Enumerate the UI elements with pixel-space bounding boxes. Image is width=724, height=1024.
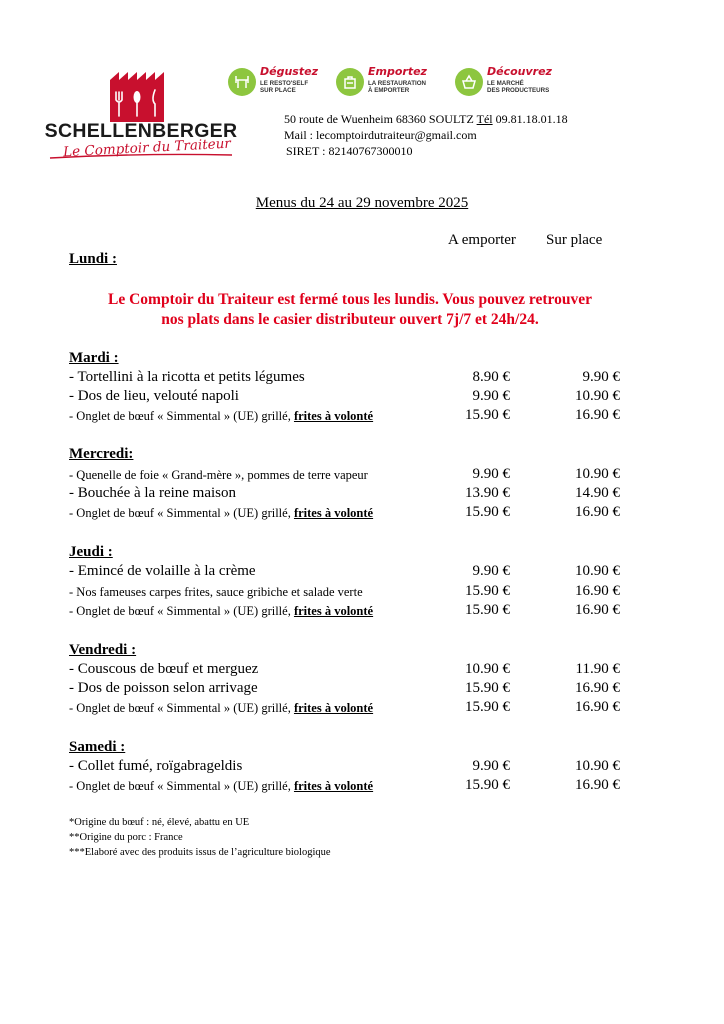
contact-tel-label: Tél (476, 112, 493, 126)
price-takeaway: 8.90 € (472, 369, 510, 385)
dish-name: - Emincé de volaille à la crème (69, 563, 256, 579)
brand-name: SCHELLENBERGER (44, 120, 238, 142)
contact-siret: SIRET : 82140767300010 (286, 144, 413, 158)
contact-mail: Mail : lecomptoirdutraiteur@gmail.com (284, 128, 477, 142)
table-icon (228, 68, 256, 96)
price-onsite: 16.90 € (575, 680, 620, 696)
closed-notice-line: Le Comptoir du Traiteur est fermé tous les lundis. Vous pouvez retrouver (108, 291, 592, 308)
service-line: LE RESTO'SELF (260, 80, 309, 87)
price-takeaway: 15.90 € (465, 680, 510, 696)
dish-name: - Tortellini à la ricotta et petits légumes (69, 369, 305, 385)
price-onsite: 16.90 € (575, 583, 620, 599)
brand-tagline: Le Comptoir du Traiteur (62, 135, 232, 161)
price-takeaway: 15.90 € (465, 602, 510, 618)
dish-row (69, 701, 373, 716)
closed-notice-line: nos plats dans le casier distributeur ouvert 7j/7 et 24h/24. (161, 311, 539, 328)
service-line: DES PRODUCTEURS (487, 87, 550, 94)
dish-highlight: frites à volonté (293, 506, 374, 520)
dish-name: - Bouchée à la reine maison (69, 485, 237, 501)
dish-name: - Onglet de bœuf « Simmental » (UE) grillé, (69, 506, 294, 520)
service-line: SUR PLACE (260, 87, 296, 94)
dish-row (69, 506, 373, 521)
menu-title: Menus du 24 au 29 novembre 2025 (255, 195, 469, 211)
dish-highlight: frites à volonté (293, 779, 374, 793)
price-takeaway: 15.90 € (465, 777, 510, 793)
service-title: Dégustez (260, 65, 318, 78)
price-onsite: 16.90 € (575, 407, 620, 423)
day-heading: Mercredi: (69, 446, 134, 462)
basket-icon (455, 68, 483, 96)
dish-name: - Dos de lieu, velouté napoli (69, 388, 239, 404)
price-takeaway: 9.90 € (472, 758, 510, 774)
contact-address-line (284, 112, 568, 127)
price-takeaway: 10.90 € (465, 661, 510, 677)
price-onsite: 16.90 € (575, 777, 620, 793)
logo-icon (108, 70, 166, 122)
day-heading-lundi: Lundi : (69, 251, 117, 267)
footnote: *Origine du bœuf : né, élevé, abattu en UE (69, 817, 250, 828)
dish-name: - Nos fameuses carpes frites, sauce gribiche et salade verte (69, 585, 363, 599)
dish-name: - Onglet de bœuf « Simmental » (UE) grillé, (69, 701, 294, 715)
service-line: LE MARCHÉ (487, 80, 524, 87)
dish-name: - Collet fumé, roïgabrageldis (69, 758, 243, 774)
day-heading: Jeudi : (69, 544, 113, 560)
service-line: LA RESTAURATION (368, 80, 426, 87)
day-heading: Vendredi : (69, 642, 137, 658)
price-takeaway: 13.90 € (465, 485, 510, 501)
dish-name: - Onglet de bœuf « Simmental » (UE) grillé, (69, 779, 294, 793)
price-takeaway: 9.90 € (472, 388, 510, 404)
dish-name: - Onglet de bœuf « Simmental » (UE) grillé, (69, 409, 294, 423)
price-onsite: 16.90 € (575, 699, 620, 715)
price-onsite: 11.90 € (575, 661, 620, 677)
service-title: Découvrez (487, 65, 552, 78)
price-takeaway: 15.90 € (465, 699, 510, 715)
contact-address: 50 route de Wuenheim 68360 SOULTZ (284, 112, 477, 126)
dish-name: - Dos de poisson selon arrivage (69, 680, 258, 696)
price-takeaway: 9.90 € (472, 563, 510, 579)
service-line: À EMPORTER (368, 87, 410, 94)
takeaway-icon (336, 68, 364, 96)
price-takeaway: 15.90 € (465, 407, 510, 423)
price-takeaway: 15.90 € (465, 504, 510, 520)
day-heading: Mardi : (69, 350, 119, 366)
column-header-onsite: Sur place (546, 232, 603, 248)
price-onsite: 10.90 € (575, 466, 620, 482)
dish-row (69, 604, 373, 619)
price-takeaway: 9.90 € (472, 466, 510, 482)
price-onsite: 9.90 € (582, 369, 620, 385)
price-onsite: 16.90 € (575, 602, 620, 618)
price-onsite: 10.90 € (575, 563, 620, 579)
service-title: Emportez (368, 65, 427, 78)
closed-notice (0, 290, 700, 330)
dish-name: - Onglet de bœuf « Simmental » (UE) grillé, (69, 604, 294, 618)
price-onsite: 10.90 € (575, 758, 620, 774)
tagline-swoosh (46, 152, 236, 160)
footnote: **Origine du porc : France (69, 832, 183, 843)
dish-row (69, 779, 373, 794)
dish-highlight: frites à volonté (293, 701, 374, 715)
price-onsite: 14.90 € (575, 485, 620, 501)
footnote: ***Elaboré avec des produits issus de l’agriculture biologique (69, 847, 331, 858)
price-onsite: 10.90 € (575, 388, 620, 404)
dish-name: - Quenelle de foie « Grand-mère », pommes de terre vapeur (69, 468, 368, 482)
dish-highlight: frites à volonté (293, 604, 374, 618)
dish-name: - Couscous de bœuf et merguez (69, 661, 259, 677)
price-onsite: 16.90 € (575, 504, 620, 520)
column-header-takeaway: A emporter (448, 232, 516, 248)
price-takeaway: 15.90 € (465, 583, 510, 599)
contact-tel: 09.81.18.01.18 (492, 112, 568, 126)
dish-row (69, 409, 373, 424)
day-heading: Samedi : (69, 739, 126, 755)
dish-highlight: frites à volonté (293, 409, 374, 423)
